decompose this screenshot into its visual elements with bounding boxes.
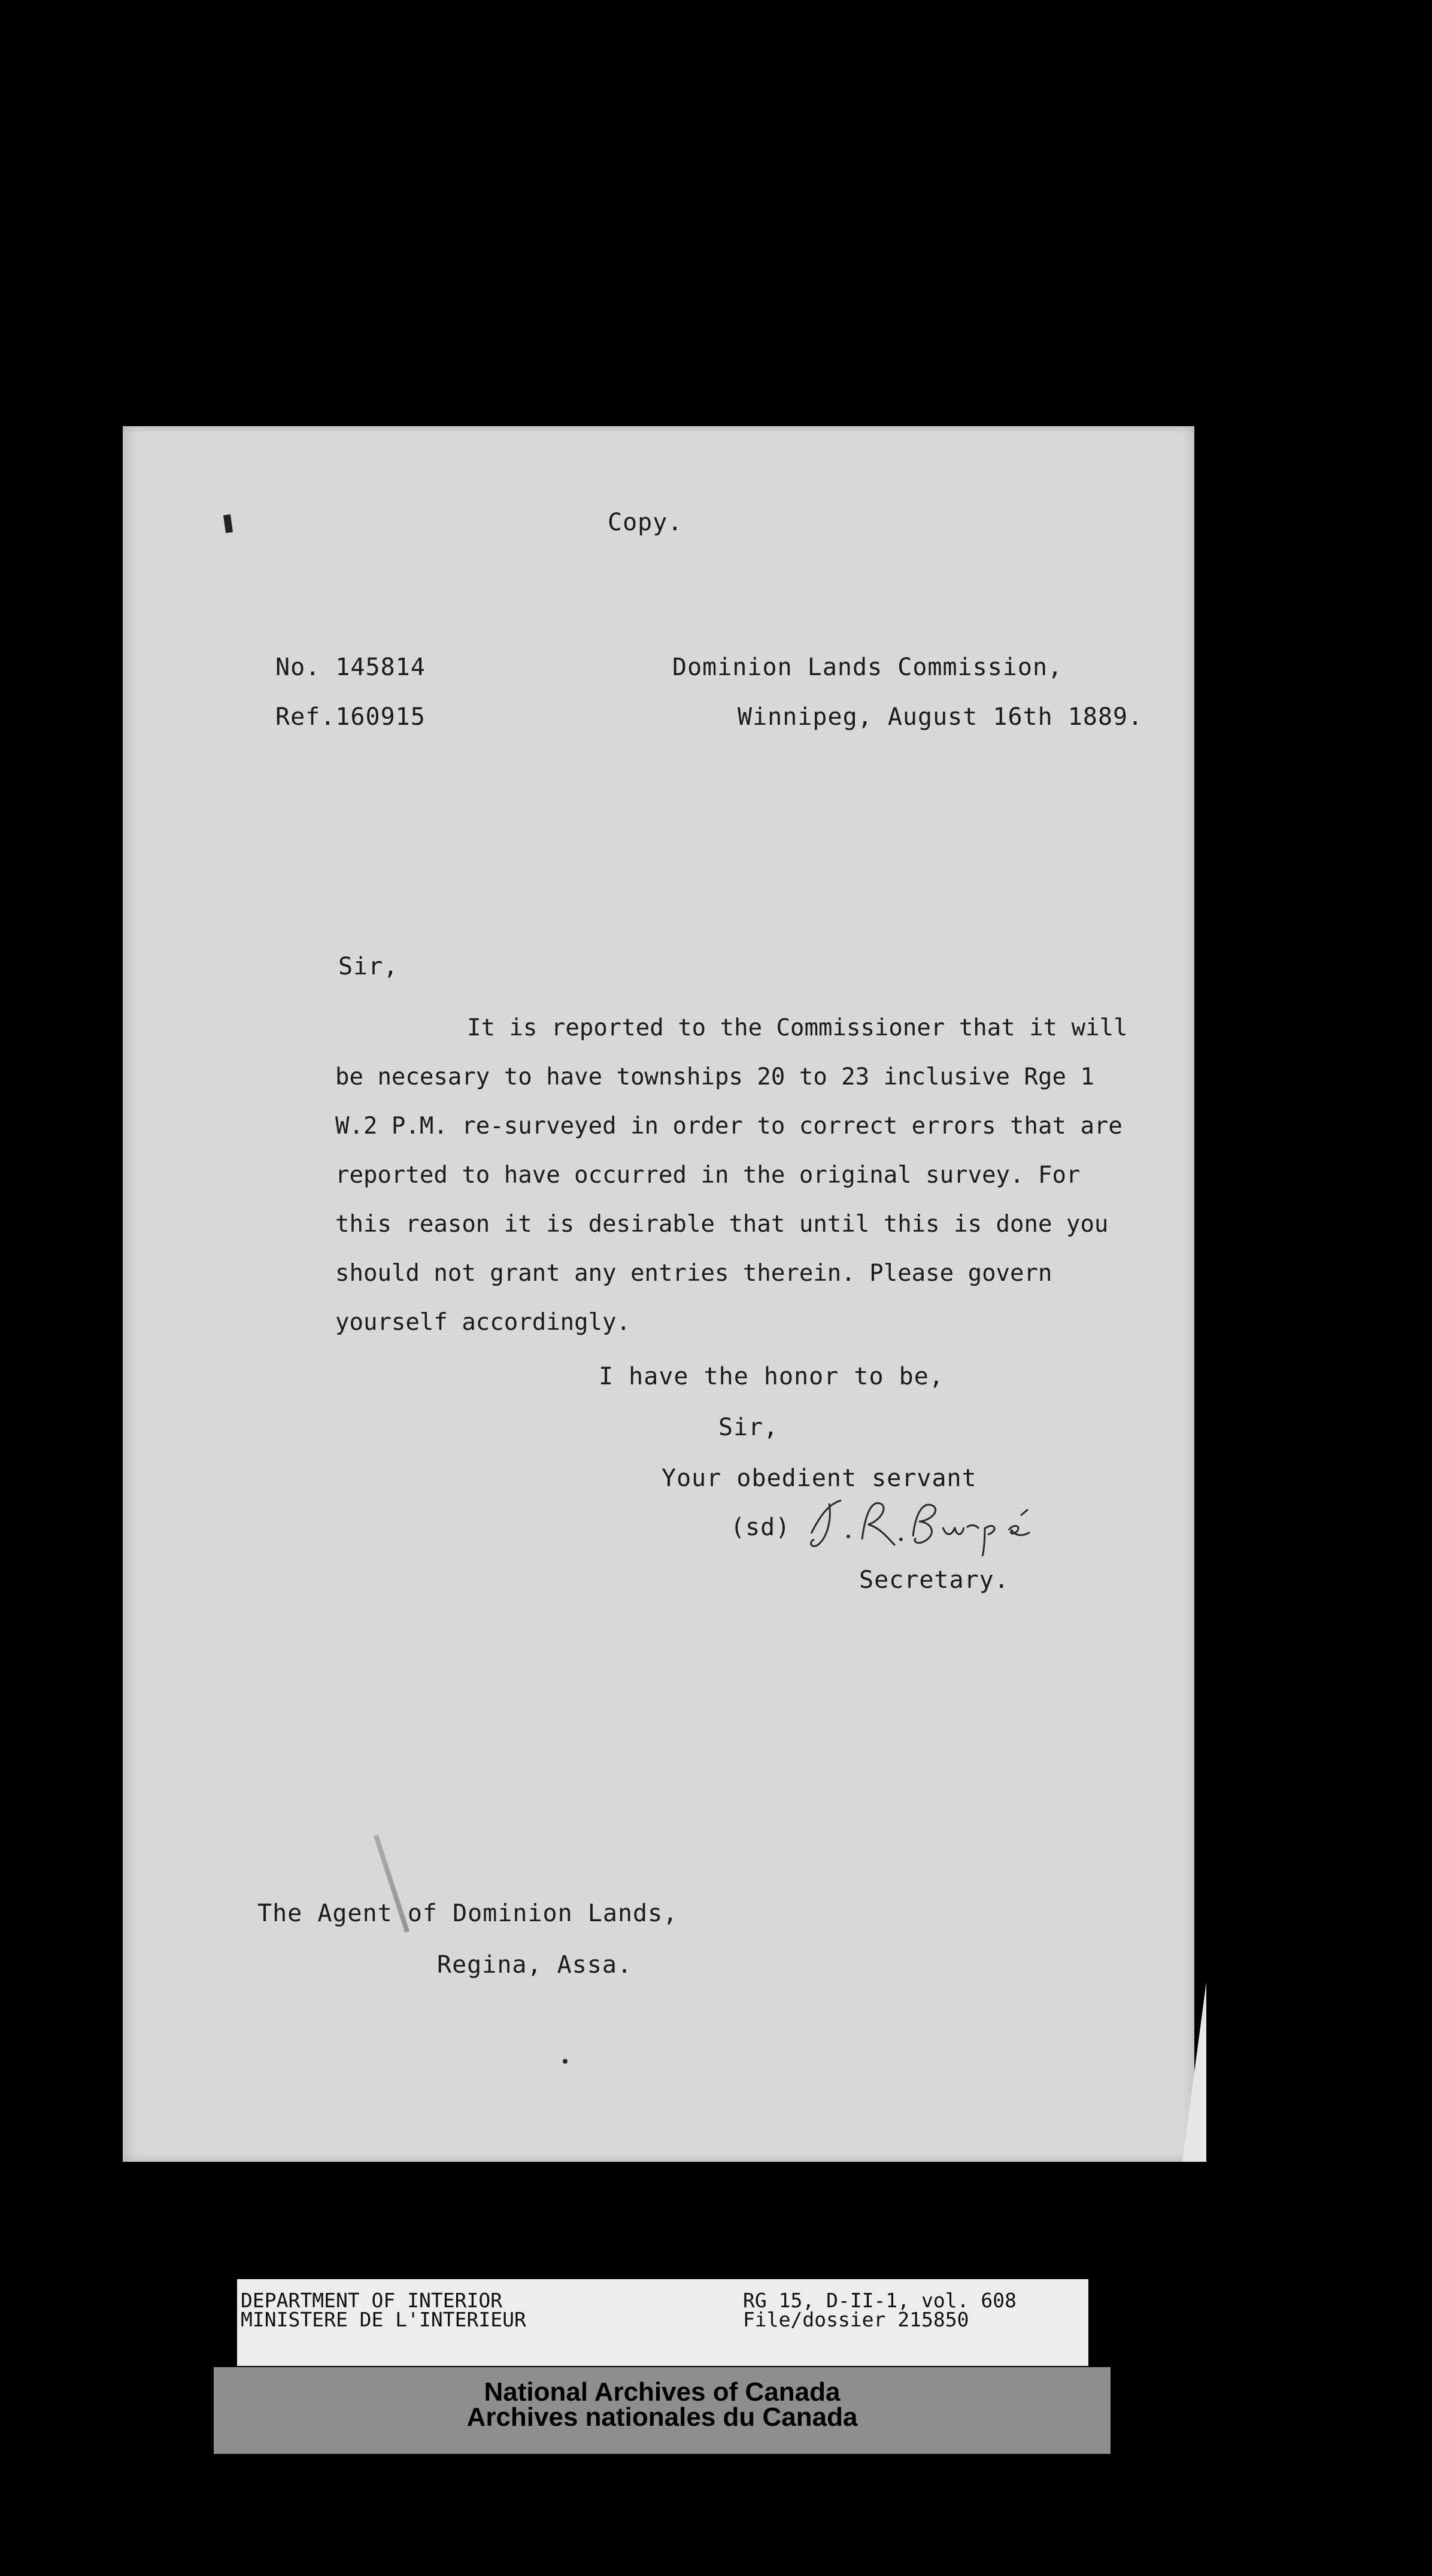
archive-banner <box>214 2367 1111 2454</box>
salutation: Sir, <box>338 953 399 980</box>
handwritten-signature <box>805 1491 1057 1557</box>
body-line: should not grant any entries therein. Please govern <box>335 1260 1052 1287</box>
archive-reference-label <box>237 2279 1088 2366</box>
page-curl <box>1182 1982 1206 2162</box>
addressee-line: The Agent of Dominion Lands, <box>257 1900 678 1927</box>
place-and-date: Winnipeg, August 16th 1889. <box>738 703 1143 731</box>
record-group: RG 15, D-II-1, vol. 608 <box>743 2289 1017 2312</box>
reference-number: Ref.160915 <box>275 703 426 731</box>
copy-heading: Copy. <box>608 509 683 536</box>
letter-number: No. 145814 <box>275 654 426 681</box>
record-reference <box>743 2291 1017 2329</box>
letter-body <box>335 1004 1128 1347</box>
institution-name-fr: Archives nationales du Canada <box>466 2402 858 2432</box>
body-line: be necesary to have townships 20 to 23 inclusive Rge 1 <box>335 1064 1094 1090</box>
addressee-location: Regina, Assa. <box>437 1951 633 1979</box>
file-number: File/dossier 215850 <box>743 2308 969 2331</box>
closing-line: I have the honor to be, <box>599 1363 944 1390</box>
closing-servant: Your obedient servant <box>662 1465 977 1492</box>
body-line: W.2 P.M. re-surveyed in order to correct errors that are <box>335 1113 1122 1140</box>
signatory-title: Secretary. <box>859 1566 1009 1594</box>
department-en: DEPARTMENT OF INTERIOR <box>241 2289 503 2312</box>
ink-mark <box>223 514 233 533</box>
institution-name-en: National Archives of Canada <box>484 2377 841 2407</box>
body-line: reported to have occurred in the original survey. For <box>335 1162 1081 1189</box>
body-line: this reason it is desirable that until this is done you <box>335 1211 1109 1238</box>
signed-label: (sd) <box>730 1514 791 1541</box>
closing-sir: Sir, <box>718 1414 779 1441</box>
body-line: It is reported to the Commissioner that it will <box>467 1014 1128 1041</box>
department-label <box>241 2291 526 2329</box>
sender-organization: Dominion Lands Commission, <box>672 654 1063 681</box>
letter-page <box>123 426 1194 2162</box>
ink-dot <box>563 2059 568 2064</box>
department-fr: MINISTERE DE L'INTERIEUR <box>241 2308 526 2331</box>
body-line: yourself accordingly. <box>335 1309 631 1336</box>
